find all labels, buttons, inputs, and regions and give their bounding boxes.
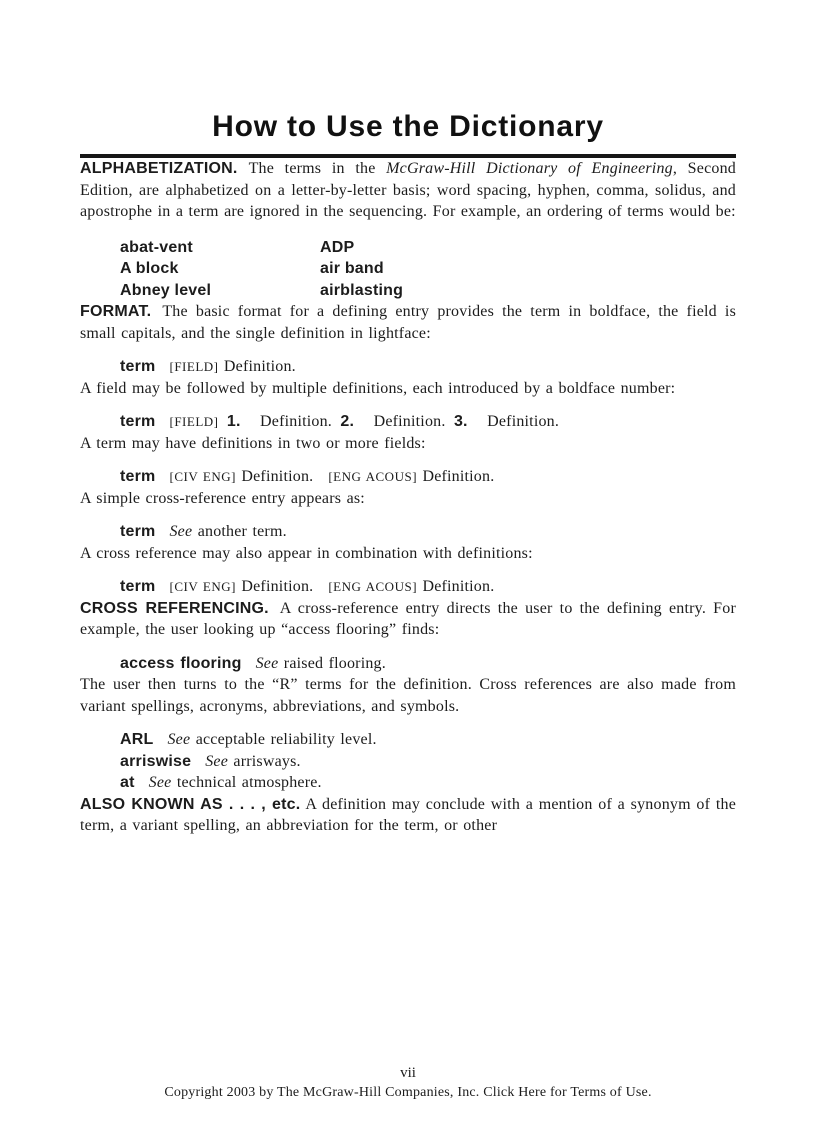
see-label: See xyxy=(148,774,172,791)
example-field: [CIV ENG] xyxy=(169,579,236,594)
cross-referencing-heading: CROSS REFERENCING. xyxy=(80,599,269,617)
example-term: term xyxy=(120,578,156,595)
example-arriswise xyxy=(120,751,736,773)
example-definition: Definition. xyxy=(422,468,495,485)
format-text: The basic format for a defining entry provides the term in boldface, the field is small capitals, and the single definition in lightface: xyxy=(80,303,736,342)
two-fields-paragraph: A term may have definitions in two or more fields: xyxy=(80,434,426,452)
term-item: airblasting xyxy=(320,281,404,299)
example-field: [FIELD] xyxy=(169,414,219,429)
example-two-fields xyxy=(120,466,736,488)
cross-referencing-paragraph xyxy=(80,598,736,641)
cross-referencing-paragraph-2: The user then turns to the “R” terms for the definition. Cross references are also made from variant spellings, acronyms, abbreviations, and symbols. xyxy=(80,676,736,715)
example-crossref xyxy=(120,521,736,543)
term-item: air band xyxy=(320,260,384,277)
also-known-as-heading: ALSO KNOWN AS . . . , etc. xyxy=(80,795,301,813)
term-item: ADP xyxy=(320,238,355,256)
example-term: term xyxy=(120,358,156,375)
example-basic xyxy=(120,356,736,378)
example-combo xyxy=(120,576,736,598)
example-term: term xyxy=(120,413,156,430)
simple-crossref-paragraph: A simple cross-reference entry appears as: xyxy=(80,489,365,507)
copyright-line xyxy=(0,1083,816,1103)
example-term: at xyxy=(120,774,135,791)
term-list xyxy=(120,237,736,302)
example-term: term xyxy=(120,468,156,485)
term-item: Abney level xyxy=(120,281,212,299)
example-definition: Definition. xyxy=(422,578,495,595)
example-access-flooring xyxy=(120,653,736,675)
crossref-target: arrisways. xyxy=(233,752,301,770)
example-definition: Definition. xyxy=(223,358,296,375)
definition-number: 3. xyxy=(453,413,468,430)
crossref-target: another term. xyxy=(197,523,287,540)
alphabetization-text-1: The terms in the xyxy=(248,160,387,177)
example-term: arriswise xyxy=(120,752,192,770)
see-label: See xyxy=(169,523,193,540)
crossref-target: technical atmosphere. xyxy=(176,774,322,791)
definition-number: 1. xyxy=(226,413,241,430)
example-field: [ENG ACOUS] xyxy=(328,469,418,484)
page-number: vii xyxy=(400,1065,416,1081)
example-at xyxy=(120,772,736,794)
alphabetization-paragraph xyxy=(80,158,736,223)
also-known-as-paragraph xyxy=(80,794,736,837)
alphabetization-text-2: , Second Edition, are alphabetized on a letter-by-letter basis; word spacing, hyphen, comma, solidus, and apostrophe in a term are ignored in the sequencing. For example, an ordering of terms would be: xyxy=(80,160,736,220)
book-title: McGraw-Hill Dictionary of Engineering xyxy=(386,160,673,177)
example-definition: Definition. xyxy=(260,413,333,430)
example-field: [FIELD] xyxy=(169,359,219,374)
crossref-target: acceptable reliability level. xyxy=(195,731,377,748)
also-known-as-text: A definition may conclude with a mention of a synonym of the term, a variant spelling, an abbreviation for the term, or other xyxy=(80,795,736,834)
combo-crossref-paragraph: A cross reference may also appear in combination with definitions: xyxy=(80,544,533,562)
example-field: [ENG ACOUS] xyxy=(328,579,418,594)
format-heading: FORMAT. xyxy=(80,303,152,320)
example-definition: Definition. xyxy=(373,413,446,430)
crossref-target: raised flooring. xyxy=(283,654,386,672)
copyright-text: Copyright 2003 by The McGraw-Hill Companies, Inc. xyxy=(164,1085,484,1100)
example-definition: Definition. xyxy=(241,468,314,485)
format-paragraph xyxy=(80,301,736,344)
example-arl xyxy=(120,729,736,751)
crossref-example-list xyxy=(80,729,736,794)
example-term: ARL xyxy=(120,731,154,748)
cross-referencing-text: A cross-reference entry directs the user to the defining entry. For example, the user looking up “access flooring” finds: xyxy=(80,599,736,638)
terms-of-use-link[interactable]: Click Here for Terms of Use. xyxy=(483,1085,652,1100)
example-numbered xyxy=(120,411,736,433)
term-item: abat-vent xyxy=(120,238,193,256)
example-term: access flooring xyxy=(120,654,242,672)
term-item: A block xyxy=(120,260,179,277)
example-field: [CIV ENG] xyxy=(169,469,236,484)
see-label: See xyxy=(255,654,279,672)
page-title: How to Use the Dictionary xyxy=(212,110,604,143)
see-label: See xyxy=(167,731,191,748)
multiple-definitions-paragraph: A field may be followed by multiple definitions, each introduced by a boldface number: xyxy=(80,379,676,397)
page-footer xyxy=(0,1063,816,1103)
example-term: term xyxy=(120,523,156,540)
see-label: See xyxy=(205,752,228,770)
alphabetization-heading: ALPHABETIZATION. xyxy=(80,160,238,177)
definition-number: 2. xyxy=(340,413,355,430)
example-definition: Definition. xyxy=(241,578,314,595)
example-definition: Definition. xyxy=(487,413,560,430)
